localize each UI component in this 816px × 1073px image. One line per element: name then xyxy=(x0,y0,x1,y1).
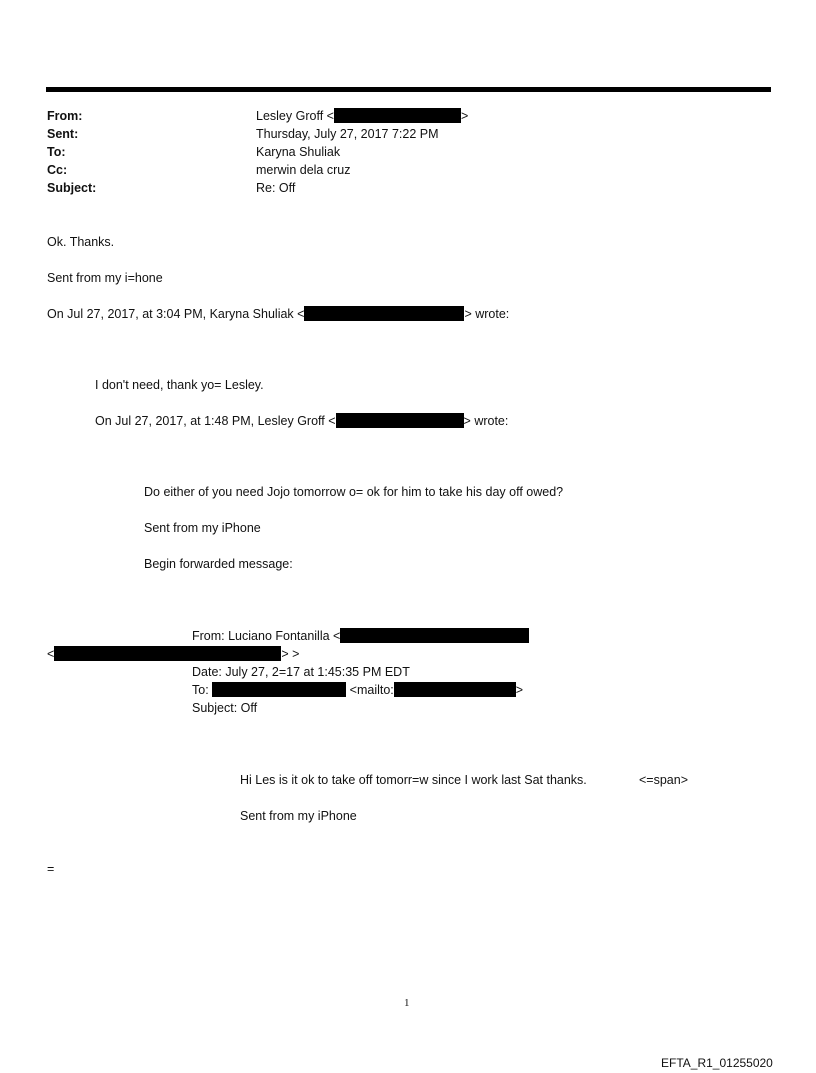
signature-3: Sent from my iPhone xyxy=(240,809,357,823)
fwd-from-text: From: Luciano Fontanilla < xyxy=(192,629,341,643)
trailing-equals: = xyxy=(47,862,55,876)
cc-value: merwin dela cruz xyxy=(256,163,351,177)
sent-label: Sent: xyxy=(47,127,79,141)
quote-2-suffix: > wrote: xyxy=(463,414,509,428)
cc-label: Cc: xyxy=(47,163,68,177)
from-close: > xyxy=(460,109,469,123)
fwd-from-continued xyxy=(47,646,299,662)
from-name: Lesley Groff < xyxy=(256,109,334,123)
signature-2: Sent from my iPhone xyxy=(144,521,261,535)
quote-2-prefix: On Jul 27, 2017, at 1:48 PM, Lesley Groff < xyxy=(95,414,336,428)
redaction-block xyxy=(212,682,346,697)
redaction-block xyxy=(54,646,281,661)
subject-value: Re: Off xyxy=(256,181,296,195)
to-label: To: xyxy=(47,145,66,159)
quote-1-suffix: > wrote: xyxy=(464,307,510,321)
header-rule xyxy=(46,87,771,92)
fwd-gt: > > xyxy=(281,647,300,661)
redaction-block xyxy=(340,628,529,643)
signature-1: Sent from my i=hone xyxy=(47,271,163,285)
fwd-to-close: > xyxy=(515,683,524,697)
to-value: Karyna Shuliak xyxy=(256,145,341,159)
forwarded-label: Begin forwarded message: xyxy=(144,557,293,571)
redaction-block xyxy=(304,306,464,321)
luciano-text: Hi Les is it ok to take off tomorr=w since I work last Sat thanks. xyxy=(240,773,587,787)
document-id: EFTA_R1_01255020 xyxy=(661,1056,773,1070)
fwd-subject: Subject: Off xyxy=(192,701,258,715)
fwd-to xyxy=(192,682,523,698)
redaction-block xyxy=(394,682,516,697)
from-value xyxy=(256,108,468,124)
span-artifact: <=span> xyxy=(639,773,689,787)
redaction-block xyxy=(334,108,461,123)
fwd-date: Date: July 27, 2=17 at 1:45:35 PM EDT xyxy=(192,665,410,679)
page-number: 1 xyxy=(404,997,410,1009)
from-label: From: xyxy=(47,109,83,123)
reply-text: Ok. Thanks. xyxy=(47,235,115,249)
lesley-text: Do either of you need Jojo tomorrow o= ok for him to take his day off owed? xyxy=(144,485,564,499)
subject-label: Subject: xyxy=(47,181,97,195)
redaction-block xyxy=(336,413,464,428)
quote-2-header xyxy=(95,413,508,429)
sent-value: Thursday, July 27, 2017 7:22 PM xyxy=(256,127,439,141)
fwd-mailto: <mailto: xyxy=(349,683,394,697)
fwd-to-label: To: xyxy=(192,683,209,697)
quote-1-header xyxy=(47,306,509,322)
fwd-from xyxy=(192,628,529,644)
fwd-lt: < xyxy=(47,647,55,661)
quote-1-prefix: On Jul 27, 2017, at 3:04 PM, Karyna Shuliak < xyxy=(47,307,305,321)
karyna-text: I don't need, thank yo= Lesley. xyxy=(95,378,264,392)
